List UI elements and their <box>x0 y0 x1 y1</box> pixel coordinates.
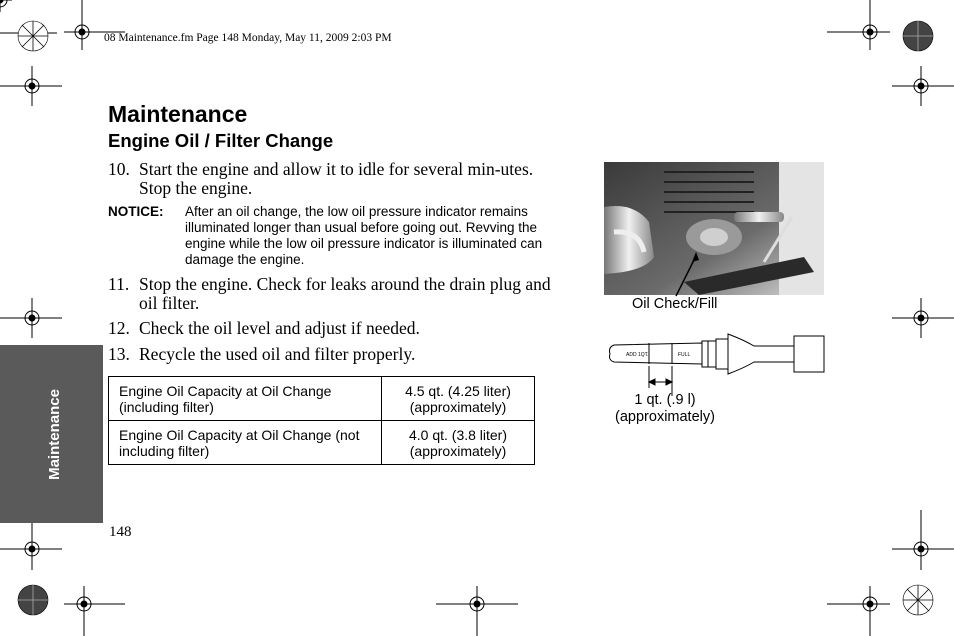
section-title: Maintenance <box>108 101 248 127</box>
photo-caption: Oil Check/Fill <box>632 296 718 312</box>
step-text: Stop the engine. Check for leaks around the drain plug and oil filter. <box>139 274 551 313</box>
step-number: 12. <box>108 318 130 338</box>
table-row <box>109 421 535 465</box>
engine-photo <box>604 162 824 295</box>
step-text: Recycle the used oil and filter properly. <box>139 344 416 364</box>
page-number: 148 <box>109 524 132 540</box>
step-text: Check the oil level and adjust if needed. <box>139 318 420 338</box>
oil-capacity-table <box>108 376 535 465</box>
section-subtitle: Engine Oil / Filter Change <box>108 130 334 151</box>
step-12 <box>108 319 568 339</box>
step-number: 13. <box>108 344 130 364</box>
side-tab-label <box>40 345 68 523</box>
step-11 <box>108 275 568 315</box>
notice-label: NOTICE: <box>108 204 164 219</box>
dipstick-caption-line2: (approximately) <box>615 409 715 425</box>
file-info-header: 08 Maintenance.fm Page 148 Monday, May 11, 2009 2:03 PM <box>104 32 392 44</box>
notice-text: After an oil change, the low oil pressure indicator remains illuminated longer than usual before going out. Revving the engine while the low oil pressure indicator is illuminated can damage the engine. <box>185 204 543 267</box>
step-text: Start the engine and allow it to idle for several min-utes. Stop the engine. <box>139 159 534 198</box>
dipstick-mark-add: ADD 1QT. <box>626 352 649 358</box>
step-number: 10. <box>108 159 130 179</box>
table-row <box>109 377 535 421</box>
dipstick-caption-line1: 1 qt. (.9 l) <box>634 392 696 408</box>
caption-pointer-line <box>670 250 700 300</box>
dipstick-caption <box>609 392 721 426</box>
dipstick-diagram <box>604 326 828 396</box>
capacity-label: Engine Oil Capacity at Oil Change (not including filter) <box>109 421 382 465</box>
dipstick-mark-full: FULL <box>678 352 691 358</box>
step-13 <box>108 345 568 365</box>
side-tab-text: Maintenance <box>45 388 63 480</box>
capacity-label: Engine Oil Capacity at Oil Change (including filter) <box>109 377 382 421</box>
capacity-value: 4.0 qt. (3.8 liter) (approximately) <box>382 421 535 465</box>
step-10 <box>108 160 568 200</box>
step-number: 11. <box>108 274 130 294</box>
capacity-value: 4.5 qt. (4.25 liter) (approximately) <box>382 377 535 421</box>
